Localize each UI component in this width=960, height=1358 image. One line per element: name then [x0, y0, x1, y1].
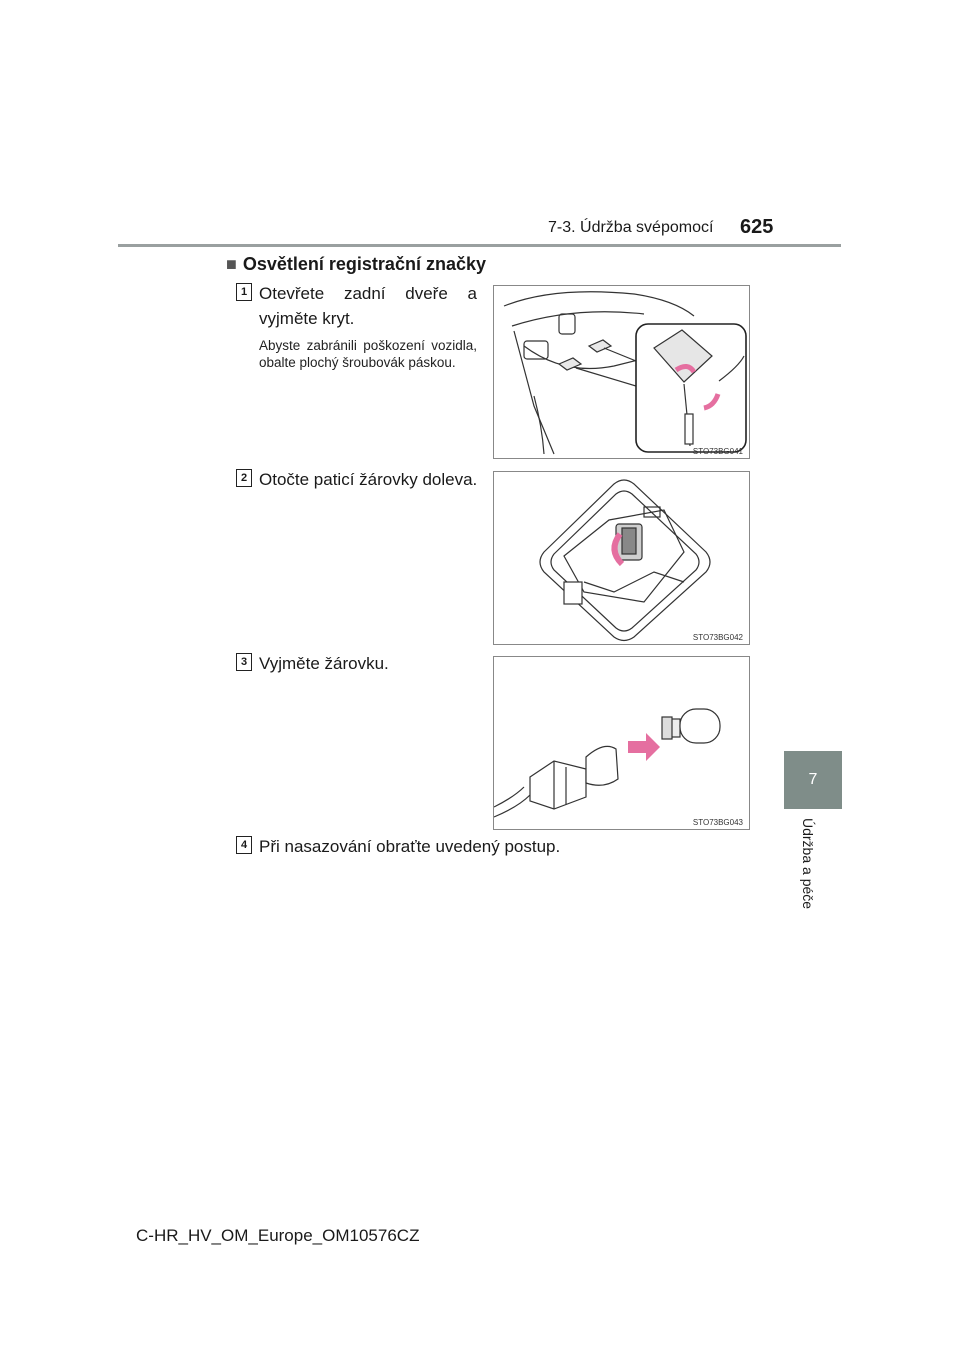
chapter-tab: 7 — [784, 751, 842, 809]
header-divider — [118, 244, 841, 247]
step-text-2: Otočte paticí žárovky doleva. — [259, 470, 478, 489]
step-number-4: 4 — [236, 836, 252, 854]
figure-step-2 — [493, 471, 750, 645]
figure-code-3: STO73BG043 — [692, 818, 743, 827]
step-text-4: Při nasazování obraťte uvedený postup. — [259, 837, 561, 856]
step-number-1: 1 — [236, 283, 252, 301]
figure-code-1: STO73BG041 — [692, 447, 743, 456]
tailgate-cover-illustration — [494, 286, 749, 458]
figure-code-2: STO73BG042 — [692, 633, 743, 642]
figure-step-1 — [493, 285, 750, 459]
figure-step-3 — [493, 656, 750, 830]
step-note-1: Abyste zabránili poškození vozidla, obalte plochý šroubovák páskou. — [259, 338, 477, 370]
bulb-socket-illustration — [494, 472, 749, 644]
step-number-2: 2 — [236, 469, 252, 487]
page-number: 625 — [740, 216, 774, 238]
step-text-3: Vyjměte žárovku. — [259, 654, 389, 673]
step-number-3: 3 — [236, 653, 252, 671]
footer-manual-code: C-HR_HV_OM_Europe_OM10576CZ — [136, 1226, 420, 1245]
bulb-removal-illustration — [494, 657, 749, 829]
pull-out-arrow-icon — [628, 733, 660, 761]
heading-bullet: ■ — [226, 254, 237, 274]
step-text-1: Otevřete zadní dveře a vyjměte kryt. — [259, 284, 477, 328]
section-heading — [226, 254, 486, 275]
chapter-label: Údržba a péče — [800, 818, 816, 910]
heading-text: Osvětlení registrační značky — [242, 254, 486, 274]
header-section-title: 7-3. Údržba svépomocí — [548, 219, 714, 236]
